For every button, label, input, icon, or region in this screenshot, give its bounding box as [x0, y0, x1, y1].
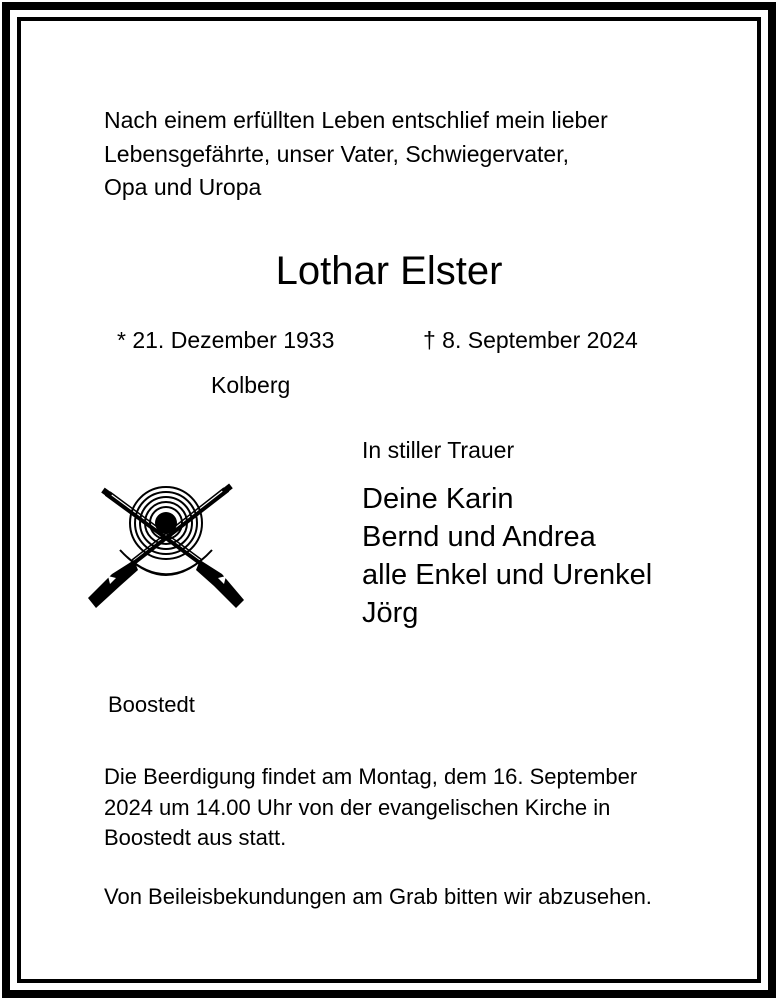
- intro-line: Lebensgefährte, unser Vater, Schwiegervater,: [104, 140, 569, 167]
- residence-place: Boostedt: [108, 692, 195, 717]
- death-date: † 8. September 2024: [423, 327, 638, 353]
- intro-line: Nach einem erfüllten Leben entschlief mein lieber: [104, 107, 608, 133]
- crossed-rifles-target-icon: [82, 480, 252, 625]
- mourner-line: Bernd und Andrea: [362, 521, 596, 553]
- intro-text: [104, 104, 608, 205]
- funeral-line: 2024 um 14.00 Uhr von der evangelischen Kirche in: [104, 794, 611, 820]
- deceased-name: [0, 249, 778, 294]
- funeral-info: [104, 762, 637, 854]
- mourners-list: [362, 480, 652, 632]
- mourning-label: In stiller Trauer: [362, 437, 515, 463]
- mourner-line: alle Enkel und Urenkel: [362, 559, 653, 591]
- funeral-line: Die Beerdigung findet am Montag, dem 16. September: [104, 764, 638, 789]
- funeral-line: Boostedt aus statt.: [104, 825, 287, 850]
- deceased-name-text: Lothar Elster: [275, 249, 503, 293]
- birth-place: Kolberg: [211, 372, 291, 398]
- condolence-note: Von Beileisbekundungen am Grab bitten wir abzusehen.: [104, 884, 652, 909]
- birth-date: * 21. Dezember 1933: [117, 327, 335, 353]
- intro-line: Opa und Uropa: [104, 174, 262, 200]
- mourner-line: Jörg: [362, 597, 419, 629]
- mourner-line: Deine Karin: [362, 483, 514, 515]
